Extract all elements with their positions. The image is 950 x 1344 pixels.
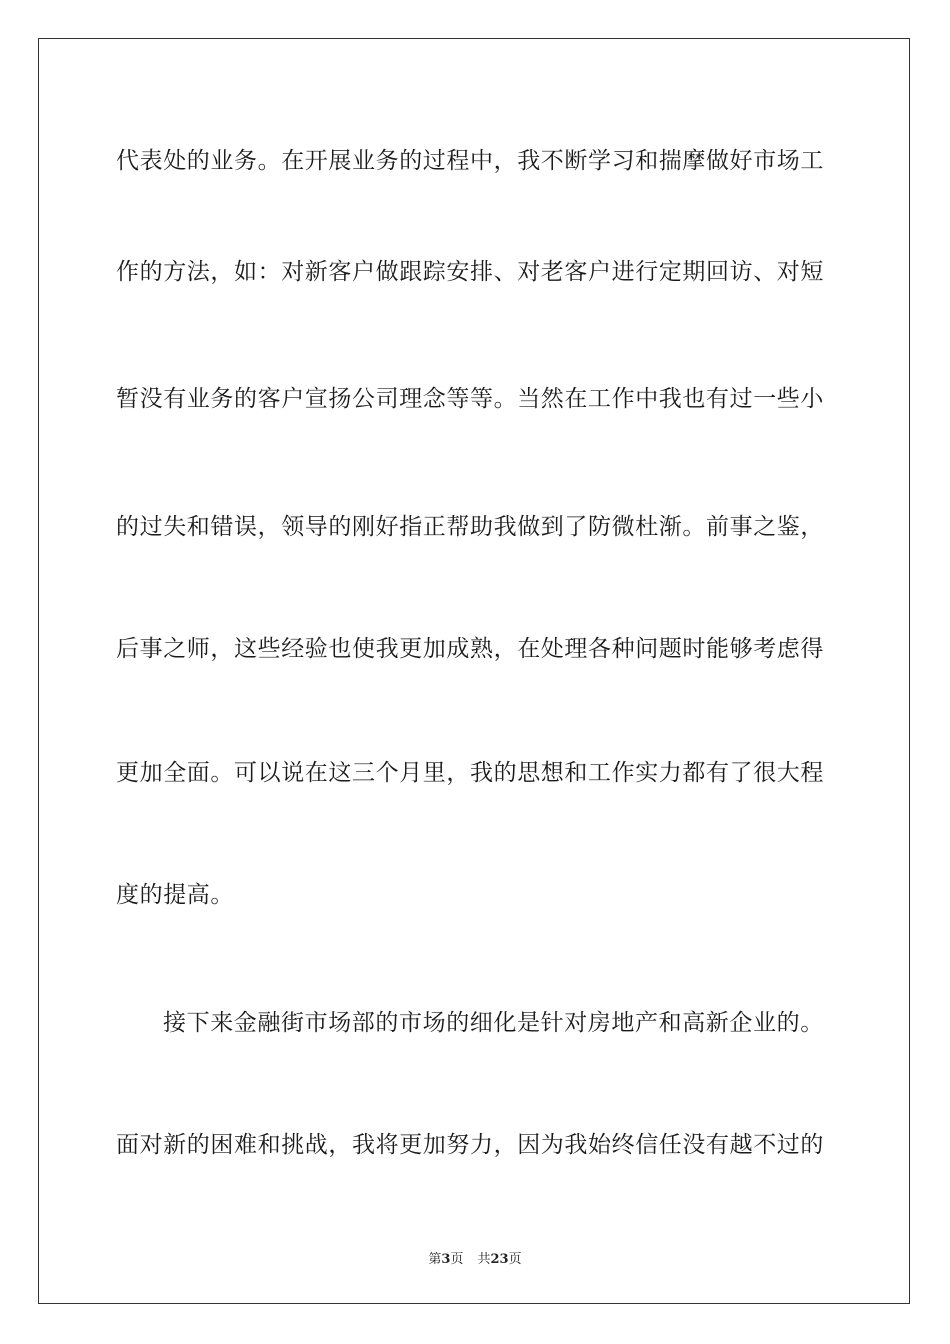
paragraph-line: 面对新的困难和挑战，我将更加努力，因为我始终信任没有越不过的: [116, 1132, 824, 1158]
paragraph-line: 度的提高。: [116, 882, 234, 908]
paragraph-line: 更加全面。可以说在这三个月里，我的思想和工作实力都有了很大程: [116, 760, 824, 786]
paragraph-line: 接下来金融街市场部的市场的细化是针对房地产和高新企业的。: [163, 1010, 824, 1036]
paragraph-line: 后事之师，这些经验也使我更加成熟，在处理各种问题时能够考虑得: [116, 636, 824, 662]
page-number: 3: [441, 1252, 451, 1267]
total-prefix: 共: [477, 1252, 491, 1267]
paragraph-line: 暂没有业务的客户宣扬公司理念等等。当然在工作中我也有过一些小: [116, 386, 824, 412]
total-pages: 23: [490, 1252, 509, 1267]
paragraph-line: 的过失和错误，领导的刚好指正帮助我做到了防微杜渐。前事之鉴，: [116, 514, 824, 540]
page-footer: [0, 1248, 950, 1267]
page-suffix: 页: [450, 1252, 464, 1267]
total-suffix: 页: [508, 1252, 522, 1267]
paragraph-line: 作的方法，如：对新客户做跟踪安排、对老客户进行定期回访、对短: [116, 259, 824, 285]
page-prefix: 第: [428, 1252, 442, 1267]
page-border: [38, 38, 910, 1304]
paragraph-line: 代表处的业务。在开展业务的过程中，我不断学习和揣摩做好市场工: [116, 148, 824, 174]
